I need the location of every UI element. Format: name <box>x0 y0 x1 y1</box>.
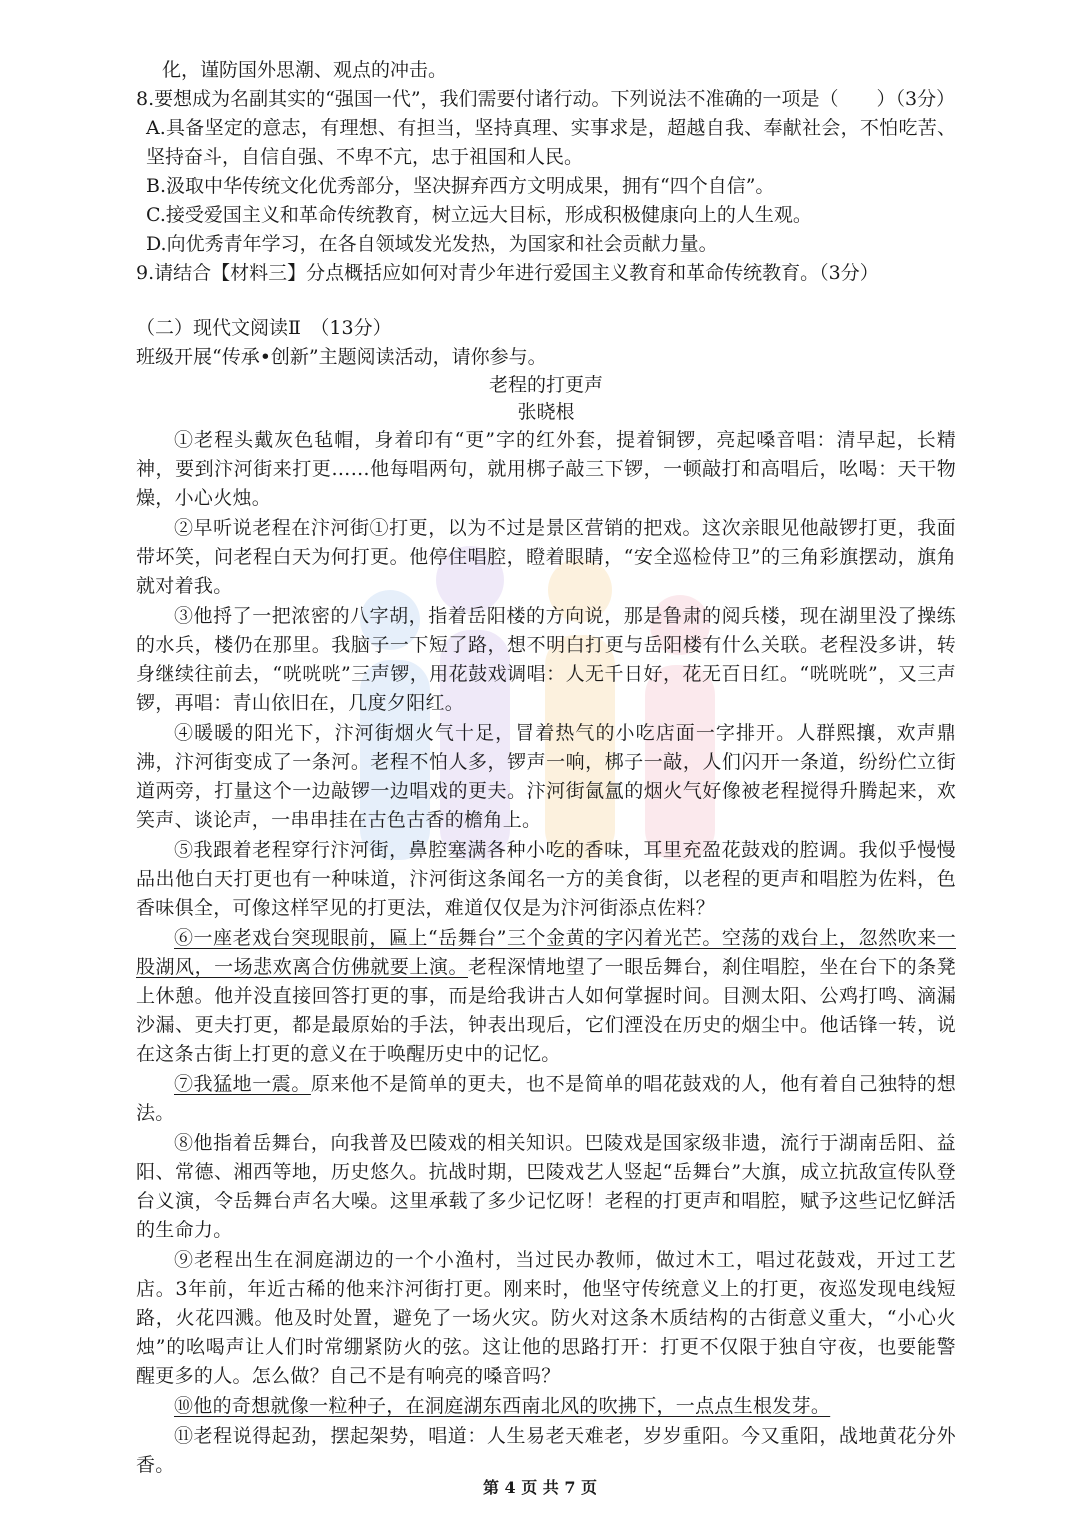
paragraph-8: ⑧他指着岳舞台，向我普及巴陵戏的相关知识。巴陵戏是国家级非遗，流行于湖南岳阳、益阳、常德、湘西等地，历史悠久。抗战时期，巴陵戏艺人竖起“岳舞台”大旗，成立抗敌宣传队登台义演，令岳舞台声名大噪。这里承载了多少记忆呀！老程的打更声和唱腔，赋予这些记忆鲜活的生命力。 <box>136 1132 956 1241</box>
paragraph-3: ③他捋了一把浓密的八字胡，指着岳阳楼的方向说，那是鲁肃的阅兵楼，现在湖里没了操练的水兵，楼仍在那里。我脑子一下短了路，想不明白打更与岳阳楼有什么关联。老程没多讲，转身继续往前去，“咣咣咣”三声锣，用花鼓戏调唱：人无千日好，花无百日红。“咣咣咣”，又三声锣，再唱：青山依旧在，几度夕阳红。 <box>136 605 956 714</box>
question-8-option-d: D.向优秀青年学习，在各自领域发光发热，为国家和社会贡献力量。 <box>146 233 718 255</box>
paragraph-6-rest: 老程深情地望了一眼岳舞台，刹住唱腔，坐在台下的条凳上休憩。他并没直接回答打更的事，而是给我讲古人如何掌握时间。目测太阳、公鸡打鸣、滴漏沙漏、更夫打更，都是最原始的手法，钟表出现后，它们湮没在历史的烟尘中。他话锋一转，说在这条古街上打更的意义在于唤醒历史中的记忆。 <box>136 956 956 1065</box>
question-8-option-c: C.接受爱国主义和革命传统教育，树立远大目标，形成积极健康向上的人生观。 <box>146 204 812 226</box>
article-title: 老程的打更声 <box>488 374 603 396</box>
article-author: 张晓根 <box>517 401 575 423</box>
page-content <box>136 56 956 1480</box>
paragraph-1: ①老程头戴灰色毡帽，身着印有“更”字的红外套，提着铜锣，亮起嗓音唱：清早起，长精神，要到汴河街来打更……他每唱两句，就用梆子敲三下锣，一顿敲打和高唱后，吆喝：天干物燥，小心火烛。 <box>136 429 956 509</box>
paragraph-7 <box>136 1070 956 1128</box>
question-8-option-b: B.汲取中华传统文化优秀部分，坚决摒弃西方文明成果，拥有“四个自信”。 <box>146 175 775 197</box>
paragraph-11: ⑪老程说得起劲，摆起架势，唱道：人生易老天难老，岁岁重阳。今又重阳，战地黄花分外香。 <box>136 1425 956 1476</box>
paragraph-10 <box>136 1392 956 1421</box>
paragraph-6 <box>136 924 956 1069</box>
paragraph-6-underlined: ⑥一座老戏台突现眼前，匾上“岳舞台”三个金黄的字闪着光芒。空荡的戏台上，忽然吹来一股湖风，一场悲欢离合仿佛就要上演。 <box>136 927 956 978</box>
paragraph-2: ②早听说老程在汴河街①打更，以为不过是景区营销的把戏。这次亲眼见他敲锣打更，我面带坏笑，问老程白天为何打更。他停住唱腔，瞪着眼睛，“安全巡检侍卫”的三角彩旗摆动，旗角就对着我。 <box>136 517 956 597</box>
paragraph-9: ⑨老程出生在洞庭湖边的一个小渔村，当过民办教师，做过木工，唱过花鼓戏，开过工艺店。3年前，年近古稀的他来汴河街打更。刚来时，他坚守传统意义上的打更，夜巡发现电线短路，火花四溅。他及时处置，避免了一场火灾。防火对这条木质结构的古街意义重大，“小心火烛”的吆喝声让人们时常绷紧防火的弦。这让他的思路打开：打更不仅限于独自守夜，也要能警醒更多的人。怎么做？自己不是有响亮的嗓音吗？ <box>136 1249 956 1387</box>
paragraph-5: ⑤我跟着老程穿行汴河街，鼻腔塞满各种小吃的香味，耳里充盈花鼓戏的腔调。我似乎慢慢品出他白天打更也有一种味道，汴河街这条闻名一方的美食街，以老程的更声和唱腔为佐料，色香味俱全，可像这样罕见的打更法，难道仅仅是为汴河街添点佐料？ <box>136 839 956 919</box>
question-8-option-a: A.具备坚定的意志，有理想、有担当，坚持真理、实事求是，超越自我、奉献社会，不怕吃苦、坚持奋斗，自信自强、不卑不亢，忠于祖国和人民。 <box>146 117 956 168</box>
activity-intro: 班级开展“传承•创新”主题阅读活动，请你参与。 <box>136 346 547 368</box>
section-title: （二）现代文阅读Ⅱ （13分） <box>136 317 392 339</box>
question-8-stem: 8.要想成为名副其实的“强国一代”，我们需要付诸行动。下列说法不准确的一项是（ ）（3分） <box>136 88 956 110</box>
paragraph-10-underlined: ⑩他的奇想就像一粒种子，在洞庭湖东西南北风的吹拂下，一点点生根发芽。 <box>174 1395 831 1417</box>
paragraph-4: ④暖暖的阳光下，汴河街烟火气十足，冒着热气的小吃店面一字排开。人群熙攘，欢声鼎沸，汴河街变成了一条河。老程不怕人多，锣声一响，梆子一敲，人们闪开一条道，纷纷伫立街道两旁，打量这个一边敲锣一边唱戏的更夫。汴河街氤氲的烟火气好像被老程搅得升腾起来，欢笑声、谈论声，一串串挂在古色古香的檐角上。 <box>136 722 956 831</box>
paragraph-7-underlined: ⑦我猛地一震。 <box>174 1073 311 1095</box>
page-number: 第 4 页 共 7 页 <box>482 1478 598 1497</box>
paragraph-7-rest: 原来他不是简单的更夫，也不是简单的唱花鼓戏的人，他有着自己独特的想法。 <box>136 1073 957 1124</box>
question-9: 9.请结合【材料三】分点概括应如何对青少年进行爱国主义教育和革命传统教育。（3分） <box>136 262 879 284</box>
continued-text: 化，谨防国外思潮、观点的冲击。 <box>162 59 448 81</box>
